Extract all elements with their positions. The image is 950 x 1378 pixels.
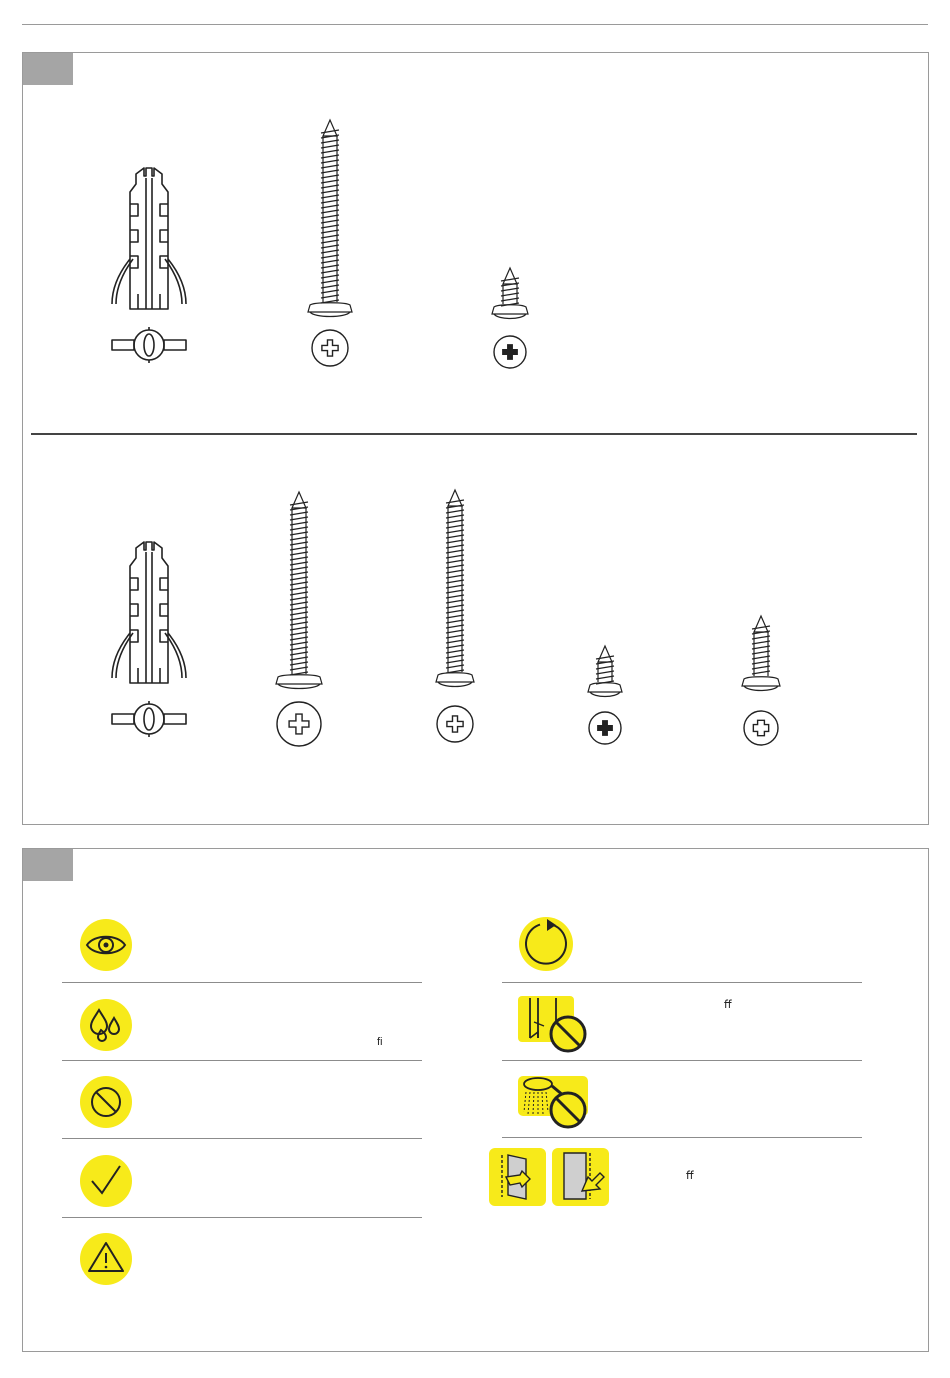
wall-plug-icon (108, 164, 188, 374)
row-rule (502, 1060, 862, 1061)
row-rule (62, 1138, 422, 1139)
panel-tab (23, 53, 73, 85)
eye-icon (79, 918, 133, 972)
symbol-text: ﬀ (724, 999, 732, 1011)
water-drops-icon (79, 998, 133, 1052)
top-rule (22, 24, 928, 25)
symbols-panel (22, 848, 929, 1352)
pan-head-screw-icon (434, 486, 476, 746)
warning-triangle-icon (79, 1232, 133, 1286)
no-door-contact-icon (516, 994, 588, 1054)
pan-head-screw-icon (306, 116, 354, 376)
row-rule (502, 982, 862, 983)
pan-head-screw-icon (274, 488, 324, 750)
row-rule (62, 1217, 422, 1218)
wall-plug-icon (108, 538, 188, 748)
peel-film-icon (488, 1147, 612, 1207)
pan-head-screw-icon (490, 264, 530, 374)
pan-head-screw-icon (740, 612, 782, 748)
row-divider (31, 433, 917, 435)
prohibited-icon (79, 1075, 133, 1129)
row-rule (62, 1060, 422, 1061)
pan-head-screw-icon (586, 642, 624, 748)
row-rule (502, 1137, 862, 1138)
no-shower-spray-icon (516, 1072, 588, 1132)
checkmark-icon (79, 1154, 133, 1208)
panel-tab (23, 849, 73, 881)
symbol-text: ﬀ (686, 1170, 694, 1182)
symbol-text: ﬁ (377, 1036, 383, 1048)
rotate-arrow-icon (518, 916, 574, 972)
row-rule (62, 982, 422, 983)
